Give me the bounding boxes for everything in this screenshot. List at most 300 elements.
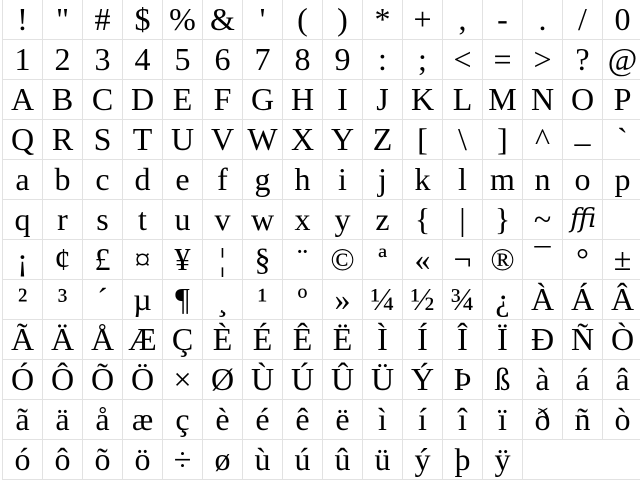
- glyph-cell[interactable]: [363, 280, 403, 319]
- glyph-cell[interactable]: [3, 200, 43, 239]
- glyph: Ò: [610, 321, 635, 357]
- glyph-cell[interactable]: [403, 120, 443, 159]
- glyph: º: [297, 281, 308, 317]
- glyph-cell[interactable]: [283, 160, 323, 199]
- glyph-cell[interactable]: [43, 320, 83, 359]
- glyph-cell[interactable]: [483, 240, 523, 279]
- glyph-cell[interactable]: [3, 120, 43, 159]
- glyph-cell[interactable]: [203, 440, 243, 479]
- glyph: X: [290, 121, 315, 157]
- glyph: 9: [334, 41, 351, 77]
- glyph-cell[interactable]: [563, 160, 603, 199]
- glyph: ±: [613, 241, 632, 277]
- glyph: a: [15, 161, 30, 197]
- glyph-cell[interactable]: [43, 0, 83, 39]
- glyph-cell[interactable]: [3, 0, 43, 39]
- glyph-cell[interactable]: [163, 280, 203, 319]
- glyph: Ð: [530, 321, 555, 357]
- glyph-cell[interactable]: [203, 200, 243, 239]
- glyph-cell[interactable]: [483, 40, 523, 79]
- glyph-cell[interactable]: [563, 240, 603, 279]
- glyph-row: [3, 400, 640, 440]
- glyph-cell[interactable]: [43, 80, 83, 119]
- glyph: y: [334, 201, 351, 237]
- glyph-cell[interactable]: [443, 0, 483, 39]
- glyph: :: [378, 41, 387, 77]
- glyph-cell[interactable]: [483, 320, 523, 359]
- glyph-cell[interactable]: [483, 160, 523, 199]
- glyph-cell[interactable]: [163, 320, 203, 359]
- glyph: 7: [254, 41, 271, 77]
- glyph-cell[interactable]: [123, 400, 163, 439]
- glyph: 2: [54, 41, 71, 77]
- glyph-cell[interactable]: [363, 240, 403, 279]
- glyph-cell[interactable]: [243, 400, 283, 439]
- glyph: ï: [498, 401, 507, 437]
- glyph: W: [247, 121, 278, 157]
- glyph-cell[interactable]: [43, 360, 83, 399]
- glyph: +: [413, 1, 432, 37]
- glyph-cell[interactable]: [283, 200, 323, 239]
- glyph-row: [3, 440, 640, 480]
- glyph: e: [175, 161, 190, 197]
- glyph-cell[interactable]: [523, 360, 563, 399]
- glyph-cell[interactable]: [123, 120, 163, 159]
- glyph-cell[interactable]: [443, 400, 483, 439]
- glyph: ¿: [495, 281, 510, 317]
- glyph-cell[interactable]: [323, 200, 363, 239]
- glyph-cell[interactable]: [603, 400, 640, 439]
- glyph-cell[interactable]: [363, 200, 403, 239]
- glyph: À: [530, 281, 555, 317]
- glyph: w: [250, 201, 275, 237]
- glyph: ¼: [370, 281, 395, 317]
- glyph-cell[interactable]: [83, 40, 123, 79]
- glyph-cell[interactable]: [523, 400, 563, 439]
- glyph: 8: [294, 41, 311, 77]
- glyph-cell[interactable]: [83, 200, 123, 239]
- glyph-cell[interactable]: [443, 120, 483, 159]
- glyph-cell[interactable]: [283, 320, 323, 359]
- glyph-cell[interactable]: [123, 80, 163, 119]
- glyph: í: [418, 401, 427, 437]
- glyph-cell[interactable]: [523, 0, 563, 39]
- glyph: «: [414, 241, 431, 277]
- glyph-cell[interactable]: [363, 400, 403, 439]
- glyph-cell[interactable]: [243, 160, 283, 199]
- glyph: }: [494, 201, 511, 237]
- glyph: q: [14, 201, 31, 237]
- glyph-cell[interactable]: [203, 40, 243, 79]
- glyph: Ã: [10, 321, 35, 357]
- glyph: ^: [534, 121, 550, 157]
- glyph-cell[interactable]: [163, 440, 203, 479]
- glyph: È: [212, 321, 233, 357]
- glyph-cell[interactable]: [203, 0, 243, 39]
- glyph-cell[interactable]: [283, 240, 323, 279]
- glyph-cell[interactable]: [3, 80, 43, 119]
- glyph: ": [55, 1, 70, 37]
- glyph: ²: [17, 281, 28, 317]
- glyph-cell[interactable]: [483, 360, 523, 399]
- glyph: i: [338, 161, 347, 197]
- glyph-cell[interactable]: [163, 80, 203, 119]
- glyph-cell[interactable]: [603, 320, 640, 359]
- glyph-cell[interactable]: [523, 320, 563, 359]
- glyph: Á: [570, 281, 595, 317]
- glyph-cell[interactable]: [443, 80, 483, 119]
- glyph-cell[interactable]: [363, 440, 403, 479]
- glyph-cell[interactable]: [483, 0, 523, 39]
- glyph-cell[interactable]: [163, 120, 203, 159]
- glyph: é: [255, 401, 270, 437]
- glyph: K: [410, 81, 435, 117]
- glyph-cell[interactable]: [443, 280, 483, 319]
- glyph-cell[interactable]: [283, 40, 323, 79]
- glyph-cell[interactable]: [243, 360, 283, 399]
- glyph: Þ: [453, 361, 472, 397]
- glyph: &: [210, 1, 235, 37]
- glyph: 4: [134, 41, 151, 77]
- glyph-cell[interactable]: [43, 240, 83, 279]
- glyph: ý: [414, 441, 431, 477]
- glyph: ½: [410, 281, 435, 317]
- glyph-cell[interactable]: [43, 120, 83, 159]
- glyph-cell[interactable]: [3, 320, 43, 359]
- glyph: ¦: [219, 241, 226, 277]
- glyph: I: [337, 81, 348, 117]
- glyph-cell[interactable]: [403, 0, 443, 39]
- glyph-cell[interactable]: [443, 320, 483, 359]
- glyph-cell[interactable]: [483, 200, 523, 239]
- glyph-cell[interactable]: [283, 400, 323, 439]
- glyph: S: [93, 121, 112, 157]
- glyph-cell[interactable]: [243, 120, 283, 159]
- character-grid: [2, 0, 640, 480]
- glyph-cell[interactable]: [283, 360, 323, 399]
- glyph-cell[interactable]: [603, 360, 640, 399]
- glyph: Å: [90, 321, 115, 357]
- glyph-cell[interactable]: [243, 80, 283, 119]
- glyph: N: [530, 81, 555, 117]
- glyph-cell[interactable]: [483, 440, 523, 479]
- glyph-cell[interactable]: [563, 280, 603, 319]
- glyph: o: [574, 161, 591, 197]
- glyph: Ñ: [570, 321, 595, 357]
- glyph-cell[interactable]: [603, 160, 640, 199]
- glyph-cell[interactable]: [3, 400, 43, 439]
- glyph-cell[interactable]: [323, 80, 363, 119]
- glyph-cell[interactable]: [363, 80, 403, 119]
- glyph-cell[interactable]: [283, 0, 323, 39]
- glyph-cell[interactable]: [43, 280, 83, 319]
- glyph: ß: [494, 361, 511, 397]
- glyph-cell[interactable]: [323, 40, 363, 79]
- glyph-cell[interactable]: [163, 240, 203, 279]
- glyph-row: [3, 200, 640, 240]
- glyph-cell[interactable]: [603, 0, 640, 39]
- glyph-cell[interactable]: [283, 80, 323, 119]
- glyph-cell[interactable]: [243, 200, 283, 239]
- glyph-cell[interactable]: [323, 160, 363, 199]
- glyph: ©: [330, 241, 355, 277]
- glyph-cell[interactable]: [363, 40, 403, 79]
- glyph-cell[interactable]: [563, 40, 603, 79]
- glyph: G: [250, 81, 275, 117]
- glyph-cell[interactable]: [523, 280, 563, 319]
- glyph-cell[interactable]: [403, 160, 443, 199]
- glyph-cell[interactable]: [323, 240, 363, 279]
- glyph: ä: [55, 401, 70, 437]
- glyph-cell[interactable]: [483, 400, 523, 439]
- glyph: r: [57, 201, 68, 237]
- glyph: ?: [575, 41, 590, 77]
- glyph-cell[interactable]: [123, 200, 163, 239]
- glyph-cell[interactable]: [163, 200, 203, 239]
- glyph-cell[interactable]: [203, 280, 243, 319]
- glyph-cell[interactable]: [43, 40, 83, 79]
- glyph-row: [3, 80, 640, 120]
- glyph: D: [130, 81, 155, 117]
- glyph: 1: [14, 41, 31, 77]
- glyph-cell[interactable]: [83, 120, 123, 159]
- glyph-cell[interactable]: [323, 320, 363, 359]
- glyph-cell[interactable]: [323, 0, 363, 39]
- glyph: Ú: [290, 361, 315, 397]
- glyph-cell[interactable]: [403, 320, 443, 359]
- glyph: *: [374, 1, 391, 37]
- glyph-cell[interactable]: [83, 440, 123, 479]
- glyph-cell[interactable]: [123, 0, 163, 39]
- glyph-cell[interactable]: [163, 400, 203, 439]
- glyph-cell[interactable]: [203, 320, 243, 359]
- glyph-cell[interactable]: [603, 120, 640, 159]
- glyph-cell[interactable]: [363, 0, 403, 39]
- glyph-cell[interactable]: [83, 80, 123, 119]
- glyph: ñ: [574, 401, 591, 437]
- glyph: É: [252, 321, 273, 357]
- glyph-cell[interactable]: [443, 160, 483, 199]
- glyph-cell[interactable]: [163, 160, 203, 199]
- glyph: B: [51, 81, 74, 117]
- glyph-cell[interactable]: [3, 240, 43, 279]
- glyph: Ó: [10, 361, 35, 397]
- glyph-cell[interactable]: [363, 360, 403, 399]
- glyph: µ: [133, 281, 152, 317]
- glyph-cell[interactable]: [443, 240, 483, 279]
- glyph-row: [3, 360, 640, 400]
- glyph-cell[interactable]: [83, 400, 123, 439]
- glyph-cell[interactable]: [123, 40, 163, 79]
- glyph: ~: [533, 201, 552, 237]
- glyph: å: [95, 401, 110, 437]
- glyph-cell[interactable]: [323, 440, 363, 479]
- glyph-cell[interactable]: [323, 400, 363, 439]
- glyph: @: [607, 41, 638, 77]
- glyph-cell[interactable]: [203, 400, 243, 439]
- glyph-cell[interactable]: [123, 320, 163, 359]
- glyph: á: [575, 361, 590, 397]
- glyph-cell[interactable]: [123, 360, 163, 399]
- glyph-cell[interactable]: [563, 400, 603, 439]
- glyph-cell[interactable]: [323, 360, 363, 399]
- glyph-cell[interactable]: [283, 120, 323, 159]
- glyph: >: [533, 41, 552, 77]
- glyph-cell[interactable]: [563, 0, 603, 39]
- glyph-cell[interactable]: [43, 440, 83, 479]
- glyph-cell[interactable]: [363, 320, 403, 359]
- glyph-cell[interactable]: [83, 160, 123, 199]
- glyph-cell[interactable]: [203, 80, 243, 119]
- glyph: A: [10, 81, 35, 117]
- glyph: ð: [534, 401, 551, 437]
- glyph-cell[interactable]: [83, 280, 123, 319]
- glyph-cell[interactable]: [123, 240, 163, 279]
- glyph-cell[interactable]: [563, 320, 603, 359]
- glyph: <: [453, 41, 472, 77]
- glyph: ÿ: [494, 441, 511, 477]
- glyph: Ë: [332, 321, 353, 357]
- glyph-cell[interactable]: [123, 440, 163, 479]
- glyph-cell[interactable]: [603, 280, 640, 319]
- glyph: T: [132, 121, 153, 157]
- glyph-cell[interactable]: [403, 280, 443, 319]
- glyph: þ: [454, 441, 471, 477]
- glyph-cell[interactable]: [323, 120, 363, 159]
- glyph-cell[interactable]: [243, 0, 283, 39]
- glyph: #: [94, 1, 111, 37]
- glyph: Æ: [128, 321, 157, 357]
- glyph: \: [458, 121, 467, 157]
- glyph-cell[interactable]: [243, 440, 283, 479]
- glyph: ø: [214, 441, 231, 477]
- glyph: H: [290, 81, 315, 117]
- glyph-cell[interactable]: [403, 360, 443, 399]
- glyph-cell[interactable]: [243, 320, 283, 359]
- glyph-cell[interactable]: [403, 240, 443, 279]
- glyph: â: [615, 361, 630, 397]
- glyph-cell[interactable]: [603, 80, 640, 119]
- glyph-cell[interactable]: [203, 160, 243, 199]
- glyph: g: [254, 161, 271, 197]
- glyph: ª: [378, 241, 387, 277]
- glyph: R: [51, 121, 74, 157]
- glyph-cell[interactable]: [323, 280, 363, 319]
- glyph: .: [538, 1, 547, 37]
- glyph: ¸: [217, 281, 228, 317]
- glyph: ò: [614, 401, 631, 437]
- glyph-cell[interactable]: [403, 200, 443, 239]
- glyph-cell[interactable]: [443, 40, 483, 79]
- glyph-cell[interactable]: [523, 160, 563, 199]
- glyph-cell[interactable]: [83, 360, 123, 399]
- glyph-cell[interactable]: [243, 240, 283, 279]
- glyph-cell[interactable]: [523, 80, 563, 119]
- glyph: _: [574, 113, 591, 149]
- glyph: j: [378, 161, 387, 197]
- glyph-cell[interactable]: [403, 440, 443, 479]
- glyph: {: [414, 201, 431, 237]
- glyph-cell[interactable]: [523, 240, 563, 279]
- glyph: 3: [94, 41, 111, 77]
- glyph: Ö: [130, 361, 155, 397]
- glyph: U: [170, 121, 195, 157]
- glyph-cell[interactable]: [123, 280, 163, 319]
- glyph-cell[interactable]: [203, 120, 243, 159]
- glyph-cell[interactable]: [203, 360, 243, 399]
- glyph: u: [174, 201, 191, 237]
- glyph: ô: [54, 441, 71, 477]
- glyph: Ô: [50, 361, 75, 397]
- glyph-cell[interactable]: [403, 400, 443, 439]
- glyph: §: [254, 241, 271, 277]
- glyph-cell[interactable]: [563, 200, 603, 239]
- glyph-cell[interactable]: [403, 40, 443, 79]
- glyph-cell[interactable]: [243, 280, 283, 319]
- glyph-cell[interactable]: [443, 360, 483, 399]
- glyph-cell[interactable]: [203, 240, 243, 279]
- glyph-cell[interactable]: [43, 160, 83, 199]
- glyph: ê: [295, 401, 310, 437]
- glyph-cell[interactable]: [3, 160, 43, 199]
- glyph-cell[interactable]: [43, 200, 83, 239]
- glyph: Ü: [370, 361, 395, 397]
- glyph-cell[interactable]: [43, 400, 83, 439]
- glyph-cell[interactable]: [3, 280, 43, 319]
- glyph-cell[interactable]: [283, 280, 323, 319]
- glyph: k: [414, 161, 431, 197]
- glyph-cell[interactable]: [363, 160, 403, 199]
- glyph-cell[interactable]: [483, 80, 523, 119]
- glyph-cell[interactable]: [443, 200, 483, 239]
- glyph: Z: [372, 121, 393, 157]
- glyph: /: [578, 1, 587, 37]
- glyph-cell[interactable]: [83, 320, 123, 359]
- glyph: ,: [458, 1, 467, 37]
- glyph-cell[interactable]: [163, 40, 203, 79]
- glyph-cell[interactable]: [83, 0, 123, 39]
- glyph-cell[interactable]: [3, 360, 43, 399]
- glyph-cell[interactable]: [603, 40, 640, 79]
- glyph-cell[interactable]: [563, 360, 603, 399]
- glyph-cell[interactable]: [563, 113, 603, 159]
- glyph-cell[interactable]: [243, 40, 283, 79]
- glyph: ì: [378, 401, 387, 437]
- glyph: `: [617, 121, 628, 157]
- glyph: ¢: [54, 241, 71, 277]
- glyph-cell[interactable]: [523, 120, 563, 159]
- glyph-cell[interactable]: [443, 440, 483, 479]
- glyph-cell[interactable]: [3, 440, 43, 479]
- glyph: Û: [330, 361, 355, 397]
- glyph-cell[interactable]: [3, 40, 43, 79]
- glyph: î: [458, 401, 467, 437]
- glyph-cell[interactable]: [123, 160, 163, 199]
- glyph-cell[interactable]: [83, 240, 123, 279]
- glyph: ¡: [17, 241, 28, 277]
- glyph: ;: [418, 41, 427, 77]
- glyph-cell[interactable]: [163, 360, 203, 399]
- glyph-cell[interactable]: [603, 240, 640, 279]
- glyph-cell[interactable]: [483, 120, 523, 159]
- glyph-cell[interactable]: [523, 200, 563, 239]
- glyph-cell[interactable]: [283, 440, 323, 479]
- glyph-cell[interactable]: [163, 0, 203, 39]
- glyph-cell[interactable]: [483, 280, 523, 319]
- glyph-cell[interactable]: [363, 120, 403, 159]
- glyph-cell[interactable]: [523, 40, 563, 79]
- glyph-cell[interactable]: [403, 80, 443, 119]
